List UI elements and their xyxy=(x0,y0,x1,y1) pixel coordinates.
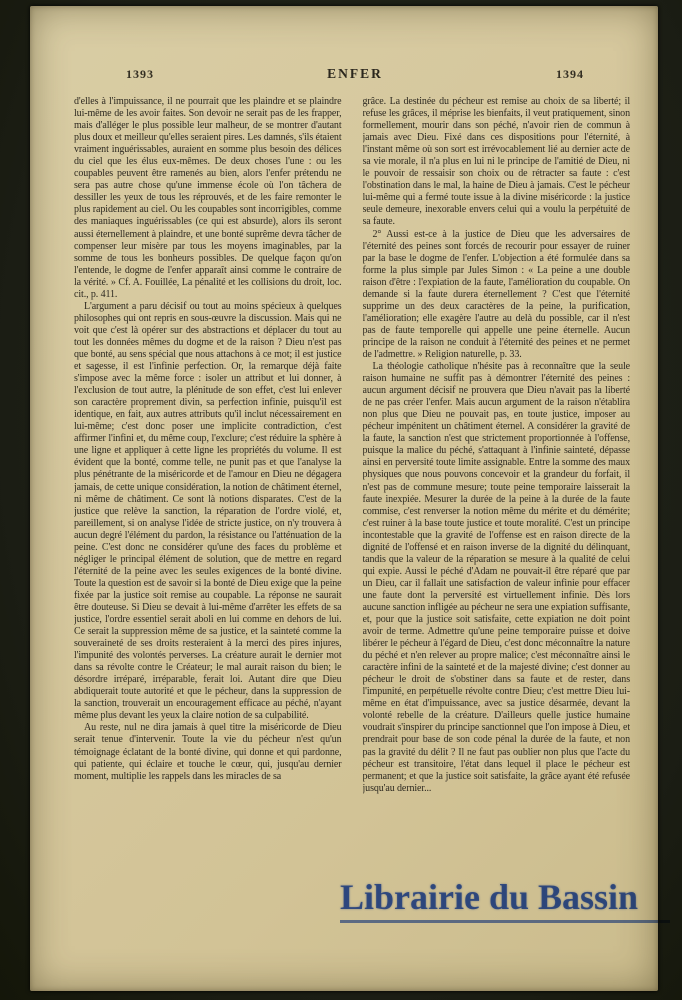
page-header xyxy=(76,66,618,82)
paragraph: 2° Aussi est-ce à la justice de Dieu que les adversaires de l'éternité des peines sont forcés de recourir pour essayer de ruiner par la base le dogme de l'enfer. L'objection a été formulée dans sa forme la plus simple par Jules Simon : « La peine a une double raison d'être : l'expiation de la faute, l'amélioration du coupable. On demande si la faute durera éternellement ? C'est que l'éternité supprime un des deux caractères de la peine, la purification, l'amélioration; elle exagère l'autre au delà du possible, car il n'est pas de faute temporelle qui appelle une peine éternelle. Aucun principe de la raison ne conduit à l'éternité des peines et ne permet de l'admettre. » Religion naturelle, p. 33. xyxy=(362,228,630,360)
paragraph: La théologie catholique n'hésite pas à reconnaître que la seule raison humaine ne suffit pas à démontrer l'éternité des peines : aucun argument décisif ne prouvera que Dieu n'avait pas la liberté de ne pas créer l'enfer. Mais aucun argument de la raison n'établira non plus que Dieu ne pouvait pas, en toute justice, imposer au pécheur impénitent un châtiment éternel. A considérer la gravité de la faute, la sanction n'est que strictement proportionnée à l'offense, puisque la malice du péché, s'attaquant à l'infinie sainteté, dépasse ainsi en perversité toute limite assignable. Entre la somme des maux physiques que nous pouvons concevoir et la grandeur du forfait, il n'est pas de commune mesure; toute peine temporaire laisserait la faute inexpiée. Mesurer la durée de la peine à la durée de la faute commise, c'est renverser la notion même du mérite et du démérite; c'est ruiner à la base toute justice et toute moralité. C'est un principe incontestable que la gravité de l'offense est en raison directe de la dignité de l'offensé et en raison inverse de la dignité du délinquant, tandis que la valeur de la réparation se mesure à la qualité de celui qui expie. Aussi le péché d'Adam ne pouvait-il être réparé que par un Dieu, car il fallait une satisfaction de valeur infinie pour effacer une faute dont la perversité est virtuellement infinie. Dès lors aucune sanction infligée au pécheur ne sera une expiation suffisante, et, pour que la justice soit satisfaite, cette expiation ne doit point avoir de terme. Admettre qu'une peine temporaire puisse et doive libérer le pécheur à l'égard de Dieu, c'est donc méconnaître la nature du péché et n'en relever au propre malice; c'est méconnaître ainsi le caractère infini de la sainteté et de la majesté divine; c'est donner au pécheur le droit de s'obstiner dans sa faute et de rester, dans l'impunité, en perpétuelle révolte contre Dieu; c'est mettre Dieu lui-même en état d'impuissance, avec sa justice désarmée, devant la volonté rebelle de la créature. D'ailleurs quelle justice humaine voudrait s'inspirer du principe sanctionnel que l'on impose à Dieu, et prendrait pour base de son code pénal la durée de la faute, et non pas la gravité du délit ? Il ne faut pas oublier non plus que l'acte du pécheur est transitoire, l'état dans lequel il place le pécheur est permanent; et que la justice soit satisfaite, la grâce ayant été refusée jusqu'au dernier... xyxy=(362,361,630,794)
paragraph: d'elles à l'impuissance, il ne pourrait que les plaindre et se plaindre lui-même de les avoir faites. Son devoir ne serait pas de les frapper, mais d'alléger le plus possible leur malheur, de se montrer d'autant plus doux et meilleur qu'elles seraient pires. Les damnés, s'ils étaient vraiment inguérissables, auraient en somme plus besoin des délices du ciel que les élus eux-mêmes. De deux choses l'une : ou les coupables peuvent être ramenés au bien, alors l'enfer prétendu ne sera pas autre chose qu'une immense école où l'on tâchera de dessiller les yeux de tous les réprouvés, et de les faire remonter le plus rapidement au ciel. Ou les coupables sont incorrigibles, comme des maniaques inguérissables (ce qui est absurde), alors ils seront aussi éternellement à plaindre, et une bonté suprême devra tâcher de compenser leur misère par tous les moyens imaginables, par la somme de tous les bonheurs possibles. De quelque façon qu'on l'entende, le dogme de l'enfer apparaît ainsi comme le contraire de la vérité. » Cf. A. Fouillée, La pénalité et les collisions du droit, loc. cit., p. 411. xyxy=(74,96,342,300)
library-stamp-watermark: Librairie du Bassin xyxy=(340,876,670,923)
text-block xyxy=(74,96,630,977)
page-number-right: 1394 xyxy=(555,67,584,81)
paragraph: Au reste, nul ne dira jamais à quel titre la miséricorde de Dieu serait tenue d'intervenir. Toute la vie du pécheur n'est qu'un témoignage éclatant de la bonté divine, qui donne et qui pardonne, qui patiente, qui éclaire et touche le cœur, qui, jusqu'au dernier moment, multiplie les rappels dans les miracles de sa xyxy=(74,722,342,782)
book-page xyxy=(30,6,658,991)
column-left xyxy=(74,96,342,977)
page-number-left: 1393 xyxy=(126,67,154,81)
running-title: ENFER xyxy=(327,66,383,81)
paragraph: L'argument a paru décisif ou tout au moins spécieux à quelques philosophes qui ont repris en sous-œuvre la discussion. Mais qui ne voit que c'est là opérer sur des abstractions et déplacer du tout au tout les données mêmes du dogme et de la raison ? Dieu n'est pas que bonté, au sens spécial que nous attachons à ce mot; il est justice et sagesse, il est l'infinie perfection. Or, la remarque déjà faite s'impose avec la même force : isoler un attribut et lui donner, à l'exclusion de tout autre, la plénitude de son effet, c'est lui enlever son caractère proprement divin, sa perfection infinie, puisqu'il est identique, en fait, aux autres attributs qu'il inclut nécessairement en lui-même; c'est donc poser une implicite contradiction, c'est affirmer l'infini et, du même coup, l'exclure; c'est réduire la sphère à une ligne et appliquer à cette ligne les propriétés du volume. Il est évident que la bonté, comme telle, ne punit pas et que l'analyse la plus pénétrante de la miséricorde et de l'amour en Dieu ne dégagera jamais, de cette unique considération, la notion de châtiment éternel, ni même de châtiment. Ce sont là notions disparates. C'est de la justice que relève la sanction, la réparation de l'ordre violé, et, pareillement, si on analyse l'idée de stricte justice, on n'y trouvera à aucun degré l'élément du pardon, la résistance ou l'atténuation de la peine. C'est donc ne considérer qu'une des faces du problème et négliger le principal élément de solution, que de mettre en regard l'éternité de la peine avec les seules exigences de la bonté divine. Toute la question est de savoir si la bonté de Dieu exige que la peine fixée par la justice soit remise au coupable. La réponse ne saurait être douteuse. Si Dieu se devait à lui-même d'arrêter les effets de sa justice, l'ordre essentiel serait aboli en lui comme en dehors de lui. Ce serait la suppression même de sa justice, et la sainteté comme la souveraineté de ses droits resteraient à la merci des pires injures, l'impunité des volontés perverses. La créature aurait le dernier mot dans sa révolte contre le Créateur; le mal aurait raison du bien; le désordre irréparé, irréparable, ferait loi. Autant dire que Dieu abdiquerait toute autorité et que le pécheur, dans la suppression de la sanction, trouverait un encouragement efficace au péché, n'ayant même plus devant les yeux la claire notion de sa culpabilité. xyxy=(74,300,342,722)
column-right xyxy=(363,96,631,977)
paragraph: grâce. La destinée du pécheur est remise au choix de sa liberté; il refuse les grâces, il méprise les bienfaits, il veut pratiquement, sinon formellement, mourir dans son péché, n'avoir rien de commun à jamais avec Dieu. Fixé dans ces dispositions pour l'éternité, à l'instant même où son sort est irrévocablement lié au dernier acte de sa vie morale, il n'a plus en lui ni le principe de l'amitié de Dieu, ni le pouvoir de ressaisir son choix ou de rétracter sa faute : c'est l'obstination dans le mal, la haine de Dieu à jamais. C'est le pécheur lui-même qui a fermé toute issue à la divine miséricorde : la justice seule demeure, inexorable envers celui qui a voulu la perpétuité de sa faute. xyxy=(362,96,630,228)
